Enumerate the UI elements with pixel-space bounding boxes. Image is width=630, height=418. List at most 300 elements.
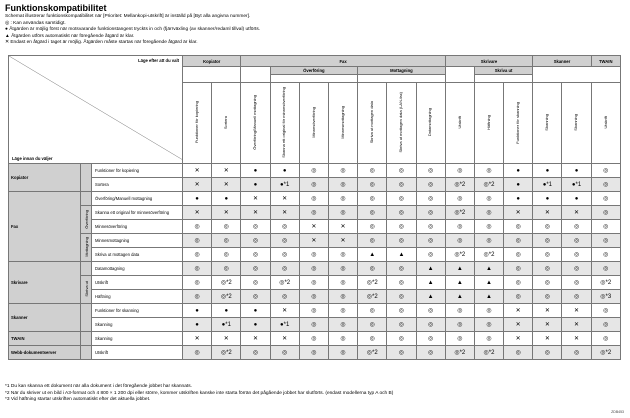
col-label <box>387 83 416 164</box>
page-title: Funktionskompatibilitet <box>5 3 107 13</box>
table-corner <box>9 56 183 164</box>
col-label <box>358 83 387 164</box>
row-label: Datamottagning <box>92 262 183 276</box>
compat-cell: ✕ <box>533 206 562 220</box>
compat-cell: ◎ <box>474 304 503 318</box>
compat-cell: ◎ <box>591 332 620 346</box>
compat-cell: ◎ <box>474 220 503 234</box>
row-label: Utskrift <box>92 346 183 360</box>
footnotes <box>5 384 393 404</box>
compat-cell: ◎ <box>445 304 474 318</box>
compat-cell: ◎ <box>241 262 270 276</box>
compat-cell: ✕ <box>183 178 212 192</box>
compat-cell: ◎ <box>358 304 387 318</box>
compat-cell: ●*1 <box>562 178 591 192</box>
compat-cell: ◎ <box>533 262 562 276</box>
col-label-text: Datamottagning <box>427 108 433 137</box>
compat-cell: ◎ <box>387 332 416 346</box>
row-subgroup-label <box>81 206 92 234</box>
table-row <box>9 192 621 206</box>
compat-cell: ◎ <box>533 220 562 234</box>
compat-cell: ◎ <box>416 206 445 220</box>
compat-cell: ✕ <box>562 304 591 318</box>
compat-cell: ● <box>504 192 533 206</box>
compat-cell: ◎ <box>504 220 533 234</box>
compat-cell: ◎ <box>562 276 591 290</box>
col-subgroup-header: Överföring <box>270 67 358 75</box>
compat-cell: ◎ <box>504 262 533 276</box>
col-label <box>270 83 299 164</box>
compat-cell: ◎*2 <box>474 346 503 360</box>
compat-cell: ◎ <box>270 234 299 248</box>
row-subgroup-empty <box>81 192 92 206</box>
compat-cell: ✕ <box>328 234 357 248</box>
compat-cell: ▲ <box>445 276 474 290</box>
compat-cell: ● <box>241 178 270 192</box>
compat-cell: ◎ <box>387 304 416 318</box>
col-label <box>533 83 562 164</box>
compat-cell: ◎ <box>387 178 416 192</box>
compat-cell: ◎ <box>474 234 503 248</box>
intro-line: ● Åtgärden är möjlig först när motsvarande funktionstangent tryckts in och (fjärrväxling (av skanner/redaml tillval) utförts. <box>5 27 261 32</box>
compat-cell: ▲ <box>445 262 474 276</box>
compat-cell: ◎ <box>416 346 445 360</box>
compat-cell: ◎ <box>445 332 474 346</box>
compat-cell: ◎ <box>241 276 270 290</box>
col-group-header: Fax <box>241 56 445 67</box>
compat-cell: ◎ <box>416 192 445 206</box>
corner-bottom-label: Läge innan du väljer <box>12 156 53 161</box>
compat-cell: ◎*2 <box>358 290 387 304</box>
row-label: Överföring/Manuell mottagning <box>92 192 183 206</box>
col-label <box>212 83 241 164</box>
compat-cell: ◎ <box>591 304 620 318</box>
compat-cell: ● <box>533 192 562 206</box>
table-row <box>9 178 621 192</box>
col-label <box>591 83 620 164</box>
compat-cell: ◎ <box>474 192 503 206</box>
compat-cell: ✕ <box>504 304 533 318</box>
intro-line: Schemat illustrerar funktionskompatibilitet när [Prioritet: Mellankopi-utskrift] är inställd på [Byt alla angivna nummer]. <box>5 14 251 19</box>
compat-cell: ◎ <box>299 164 328 178</box>
compat-cell: ◎ <box>299 346 328 360</box>
compatibility-table <box>8 55 621 360</box>
compat-cell: ✕ <box>270 206 299 220</box>
compat-cell: ◎ <box>591 192 620 206</box>
compat-cell: ✕ <box>504 318 533 332</box>
compat-cell: ◎ <box>212 248 241 262</box>
compat-cell: ◎*2 <box>212 290 241 304</box>
compat-cell: ◎ <box>591 164 620 178</box>
compat-cell: ◎ <box>270 290 299 304</box>
compat-cell: ◎*2 <box>591 276 620 290</box>
compat-cell: ◎ <box>358 178 387 192</box>
row-label: Skanning <box>92 318 183 332</box>
row-subgroup-empty <box>81 332 92 346</box>
compat-cell: ●*1 <box>270 178 299 192</box>
compat-cell: ◎ <box>387 290 416 304</box>
compat-cell: ◎ <box>358 164 387 178</box>
row-label: Skanna ett original för minnesöverföring <box>92 206 183 220</box>
compat-cell: ◎ <box>416 234 445 248</box>
legend-intro <box>5 14 260 47</box>
col-label <box>416 83 445 164</box>
compat-cell: ◎ <box>299 290 328 304</box>
compat-cell: ● <box>533 164 562 178</box>
compat-cell: ◎ <box>504 276 533 290</box>
row-label: Utskrift <box>92 276 183 290</box>
compat-cell: ◎ <box>416 220 445 234</box>
col-group-header: TWAIN <box>591 56 620 67</box>
compat-cell: ◎ <box>533 290 562 304</box>
col-label <box>474 83 503 164</box>
compat-cell: ◎ <box>212 262 241 276</box>
compat-cell: ▲ <box>416 262 445 276</box>
compat-cell: ▲ <box>474 262 503 276</box>
compat-cell: ◎*2 <box>445 206 474 220</box>
row-label: Minnesöverföring <box>92 220 183 234</box>
compat-cell: ◎ <box>270 262 299 276</box>
row-group-label: Webb-dokumentserver <box>9 346 81 360</box>
compat-cell: ✕ <box>533 332 562 346</box>
row-subgroup-empty <box>81 262 92 276</box>
compat-cell: ◎ <box>299 192 328 206</box>
compat-cell: ✕ <box>212 206 241 220</box>
compat-cell: ◎ <box>358 262 387 276</box>
compat-cell: ▲ <box>387 248 416 262</box>
row-group-label: Skanner <box>9 304 81 332</box>
row-subgroup-text: Mottagning <box>83 237 89 257</box>
compat-cell: ◎ <box>387 276 416 290</box>
compat-cell: ✕ <box>504 332 533 346</box>
table-row <box>9 262 621 276</box>
compat-cell: ◎*2 <box>445 178 474 192</box>
compat-cell: ✕ <box>183 206 212 220</box>
row-group-label: Fax <box>9 192 81 262</box>
compat-cell: ◎ <box>299 318 328 332</box>
compat-cell: ◎ <box>299 178 328 192</box>
compat-cell: ◎ <box>299 206 328 220</box>
compat-cell: ◎ <box>591 220 620 234</box>
compat-cell: ◎ <box>299 304 328 318</box>
compat-cell: ◎ <box>474 318 503 332</box>
compat-cell: ◎ <box>591 318 620 332</box>
col-label-text: Utskrift <box>456 116 462 129</box>
compat-cell: ◎ <box>183 262 212 276</box>
compat-cell: ●*1 <box>270 318 299 332</box>
table-row <box>9 276 621 290</box>
row-group-label: Kopiator <box>9 164 81 192</box>
compat-cell: ● <box>183 304 212 318</box>
compat-cell: ● <box>504 164 533 178</box>
compat-cell: ✕ <box>241 332 270 346</box>
compat-cell: ◎ <box>504 290 533 304</box>
compat-cell: ◎ <box>270 346 299 360</box>
row-label: Sortera <box>92 178 183 192</box>
compat-cell: ◎ <box>299 276 328 290</box>
compat-cell: ▲ <box>474 290 503 304</box>
col-label-text: Skanning <box>544 114 550 131</box>
compat-cell: ● <box>183 192 212 206</box>
compat-cell: ◎ <box>591 248 620 262</box>
compat-cell: ● <box>241 318 270 332</box>
intro-line: ◎ : Kan användas samtidigt. <box>5 20 66 26</box>
footnote: *1 Du kan skanna ett dokument när alla dokument i det föregående jobbet har skannats. <box>5 384 192 389</box>
compat-cell: ✕ <box>270 192 299 206</box>
table-row <box>9 164 621 178</box>
table-row <box>9 234 621 248</box>
compat-cell: ◎ <box>328 332 357 346</box>
compat-cell: ✕ <box>562 332 591 346</box>
compat-cell: ◎ <box>504 234 533 248</box>
compat-cell: ◎ <box>591 234 620 248</box>
compat-cell: ▲ <box>474 276 503 290</box>
col-label <box>504 83 533 164</box>
compat-cell: ◎*2 <box>591 346 620 360</box>
compat-cell: ◎ <box>241 346 270 360</box>
compat-cell: ◎ <box>328 206 357 220</box>
compat-cell: ◎ <box>416 304 445 318</box>
compat-cell: ◎ <box>241 234 270 248</box>
compat-cell: ◎*2 <box>358 346 387 360</box>
col-group-header: Skanner <box>533 56 591 67</box>
compat-cell: ◎ <box>328 262 357 276</box>
row-group-label: TWAIN <box>9 332 81 346</box>
corner-diagonal <box>9 56 183 160</box>
col-label-text: Funktioner för kopiering <box>193 101 199 144</box>
compat-cell: ✕ <box>504 206 533 220</box>
compat-cell: ✕ <box>183 332 212 346</box>
col-label-text: Minnesöverföring <box>310 107 316 138</box>
compat-cell: ◎ <box>328 318 357 332</box>
compat-cell: ● <box>212 192 241 206</box>
compat-cell: ◎*2 <box>270 276 299 290</box>
compat-cell: ✕ <box>562 206 591 220</box>
compat-cell: ◎ <box>328 248 357 262</box>
row-subgroup-empty <box>81 164 92 192</box>
compat-cell: ◎ <box>358 234 387 248</box>
compat-cell: ◎ <box>328 276 357 290</box>
compat-cell: ◎ <box>562 248 591 262</box>
compat-cell: ✕ <box>533 318 562 332</box>
col-label-text: Utskrift <box>602 116 608 129</box>
compat-cell: ◎ <box>445 192 474 206</box>
table-row <box>9 248 621 262</box>
compat-cell: ◎ <box>533 234 562 248</box>
table-row <box>9 290 621 304</box>
table-row <box>9 304 621 318</box>
compat-cell: ✕ <box>270 332 299 346</box>
compat-cell: ◎ <box>328 178 357 192</box>
compat-cell: ▲ <box>416 276 445 290</box>
compat-cell: ●*1 <box>212 318 241 332</box>
col-label <box>562 83 591 164</box>
col-label-text: Skriva ut mottagen data <box>369 101 375 144</box>
intro-line: ▲ Åtgärden utförs automatiskt när föregående åtgärd är klar. <box>5 33 135 39</box>
compat-cell: ◎*2 <box>445 346 474 360</box>
row-label: Funktioner för kopiering <box>92 164 183 178</box>
col-label <box>241 83 270 164</box>
col-label-text: Överföring/Manuell mottagning <box>252 95 258 150</box>
intro-line: ✕ Endast en åtgärd i taget är möjlig. Åtgärden måste startas när föregående åtgärd är klar. <box>5 40 198 45</box>
col-group-header: Kopiator <box>183 56 241 67</box>
compat-cell: ✕ <box>533 304 562 318</box>
row-label: Häftning <box>92 290 183 304</box>
compat-cell: ◎ <box>387 234 416 248</box>
compat-cell: ◎ <box>387 206 416 220</box>
compat-cell: ◎ <box>241 220 270 234</box>
compat-cell: ✕ <box>212 178 241 192</box>
compat-cell: ◎ <box>328 192 357 206</box>
compat-cell: ◎ <box>358 192 387 206</box>
compat-cell: ● <box>212 304 241 318</box>
compat-cell: ● <box>270 164 299 178</box>
table-row <box>9 318 621 332</box>
image-code: ZDB453 <box>611 410 624 414</box>
compat-cell: ◎*2 <box>445 248 474 262</box>
col-label <box>299 83 328 164</box>
compat-cell: ◎ <box>212 220 241 234</box>
compat-cell: ✕ <box>183 164 212 178</box>
row-subgroup-label <box>81 234 92 262</box>
compat-cell: ◎ <box>533 248 562 262</box>
compat-cell: ◎ <box>474 164 503 178</box>
col-label-text: Skanning <box>573 114 579 131</box>
compat-cell: ◎ <box>270 220 299 234</box>
compat-cell: ◎ <box>299 262 328 276</box>
compat-cell: ◎ <box>416 178 445 192</box>
compat-cell: ◎ <box>183 276 212 290</box>
row-subgroup-label <box>81 276 92 304</box>
compat-cell: ◎ <box>299 332 328 346</box>
compat-cell: ◎ <box>562 290 591 304</box>
compat-cell: ◎ <box>387 346 416 360</box>
compat-cell: ◎*2 <box>212 346 241 360</box>
col-subgroup-header: Skriva ut <box>474 67 532 75</box>
compat-cell: ◎ <box>504 346 533 360</box>
row-subgroup-text: Överföring <box>83 209 89 229</box>
compat-cell: ▲ <box>358 248 387 262</box>
row-subgroup-empty <box>81 304 92 332</box>
compat-cell: ● <box>241 164 270 178</box>
compat-cell: ◎ <box>591 206 620 220</box>
compat-cell: ◎*3 <box>591 290 620 304</box>
compat-cell: ◎*2 <box>358 276 387 290</box>
compat-cell: ◎*2 <box>474 178 503 192</box>
col-label-text: Sortera <box>223 115 229 130</box>
compat-cell: ◎ <box>562 234 591 248</box>
table-row <box>9 346 621 360</box>
compat-cell: ● <box>504 178 533 192</box>
compat-cell: ◎ <box>183 220 212 234</box>
compat-cell: ✕ <box>562 318 591 332</box>
compat-cell: ◎ <box>562 220 591 234</box>
compat-cell: ◎ <box>183 234 212 248</box>
col-label <box>328 83 357 164</box>
table-row <box>9 220 621 234</box>
compat-cell: ◎ <box>387 192 416 206</box>
compat-cell: ◎ <box>328 346 357 360</box>
compat-cell: ◎ <box>328 290 357 304</box>
compat-cell: ◎ <box>328 164 357 178</box>
compat-cell: ◎ <box>270 248 299 262</box>
compat-cell: ✕ <box>241 192 270 206</box>
compat-cell: ✕ <box>299 220 328 234</box>
compat-cell: ◎ <box>416 318 445 332</box>
compat-cell: ◎ <box>387 318 416 332</box>
compat-cell: ✕ <box>241 206 270 220</box>
compat-cell: ◎ <box>183 290 212 304</box>
compat-cell: ◎ <box>591 178 620 192</box>
col-label-text: Häftning <box>485 115 491 130</box>
table-row <box>9 332 621 346</box>
compat-cell: ● <box>562 164 591 178</box>
compat-cell: ✕ <box>270 304 299 318</box>
compat-cell: ◎ <box>445 318 474 332</box>
compat-cell: ◎ <box>533 276 562 290</box>
compat-cell: ◎ <box>562 262 591 276</box>
col-label-text: Minnesmottagning <box>339 106 345 139</box>
compat-cell: ◎ <box>183 248 212 262</box>
row-label: Funktioner för skanning <box>92 304 183 318</box>
compat-cell: ◎ <box>387 262 416 276</box>
compat-cell: ◎ <box>358 332 387 346</box>
table-row <box>9 206 621 220</box>
col-label-text: Skanna ett original för minnesöverföring <box>281 87 287 158</box>
compat-cell: ● <box>183 318 212 332</box>
compat-cell: ✕ <box>299 234 328 248</box>
compat-cell: ◎ <box>358 206 387 220</box>
footnote: *3 Vid häftning startar utskriften automatiskt efter det aktuella jobbet. <box>5 397 151 402</box>
footnote: *2 När du skriver ut en bild i A3-format och 4 800 × 1 200 dpi eller större, kommer utskriften kanske inte starta förrän det pågående jobbet har slutförts. (endast modellerna typ A och B) <box>5 390 394 396</box>
compat-cell: ◎ <box>328 304 357 318</box>
compat-cell: ◎ <box>445 164 474 178</box>
col-label <box>445 83 474 164</box>
compat-cell: ◎ <box>358 318 387 332</box>
compat-cell: ◎ <box>241 248 270 262</box>
compat-cell: ◎ <box>504 248 533 262</box>
compat-cell: ◎ <box>299 248 328 262</box>
col-subgroup-header: Mottagning <box>358 67 446 75</box>
col-group-header: Skrivare <box>445 56 533 67</box>
compat-cell: ◎*2 <box>474 248 503 262</box>
compat-cell: ◎ <box>474 332 503 346</box>
compat-cell: ◎ <box>591 262 620 276</box>
compat-cell: ◎ <box>183 346 212 360</box>
corner-top-label: Läge efter att du valt <box>138 58 180 63</box>
compat-cell: ● <box>241 304 270 318</box>
compat-cell: ◎ <box>358 220 387 234</box>
row-label: Skanning <box>92 332 183 346</box>
compat-cell: ◎ <box>387 220 416 234</box>
compat-cell: ●*1 <box>533 178 562 192</box>
col-label <box>183 83 212 164</box>
compat-cell: ◎ <box>474 206 503 220</box>
compat-cell: ◎ <box>416 164 445 178</box>
row-label: Skriva ut mottagen data <box>92 248 183 262</box>
row-subgroup-empty <box>81 346 92 360</box>
row-label: Minnesmottagning <box>92 234 183 248</box>
row-group-label: Skrivare <box>9 262 81 304</box>
compat-cell: ✕ <box>212 332 241 346</box>
compat-cell: ◎*2 <box>212 276 241 290</box>
compat-cell: ◎ <box>212 234 241 248</box>
compat-cell: ◎ <box>562 346 591 360</box>
compat-cell: ◎ <box>445 234 474 248</box>
compat-cell: ◎ <box>416 248 445 262</box>
compat-cell: ◎ <box>533 346 562 360</box>
compat-cell: ◎ <box>241 290 270 304</box>
